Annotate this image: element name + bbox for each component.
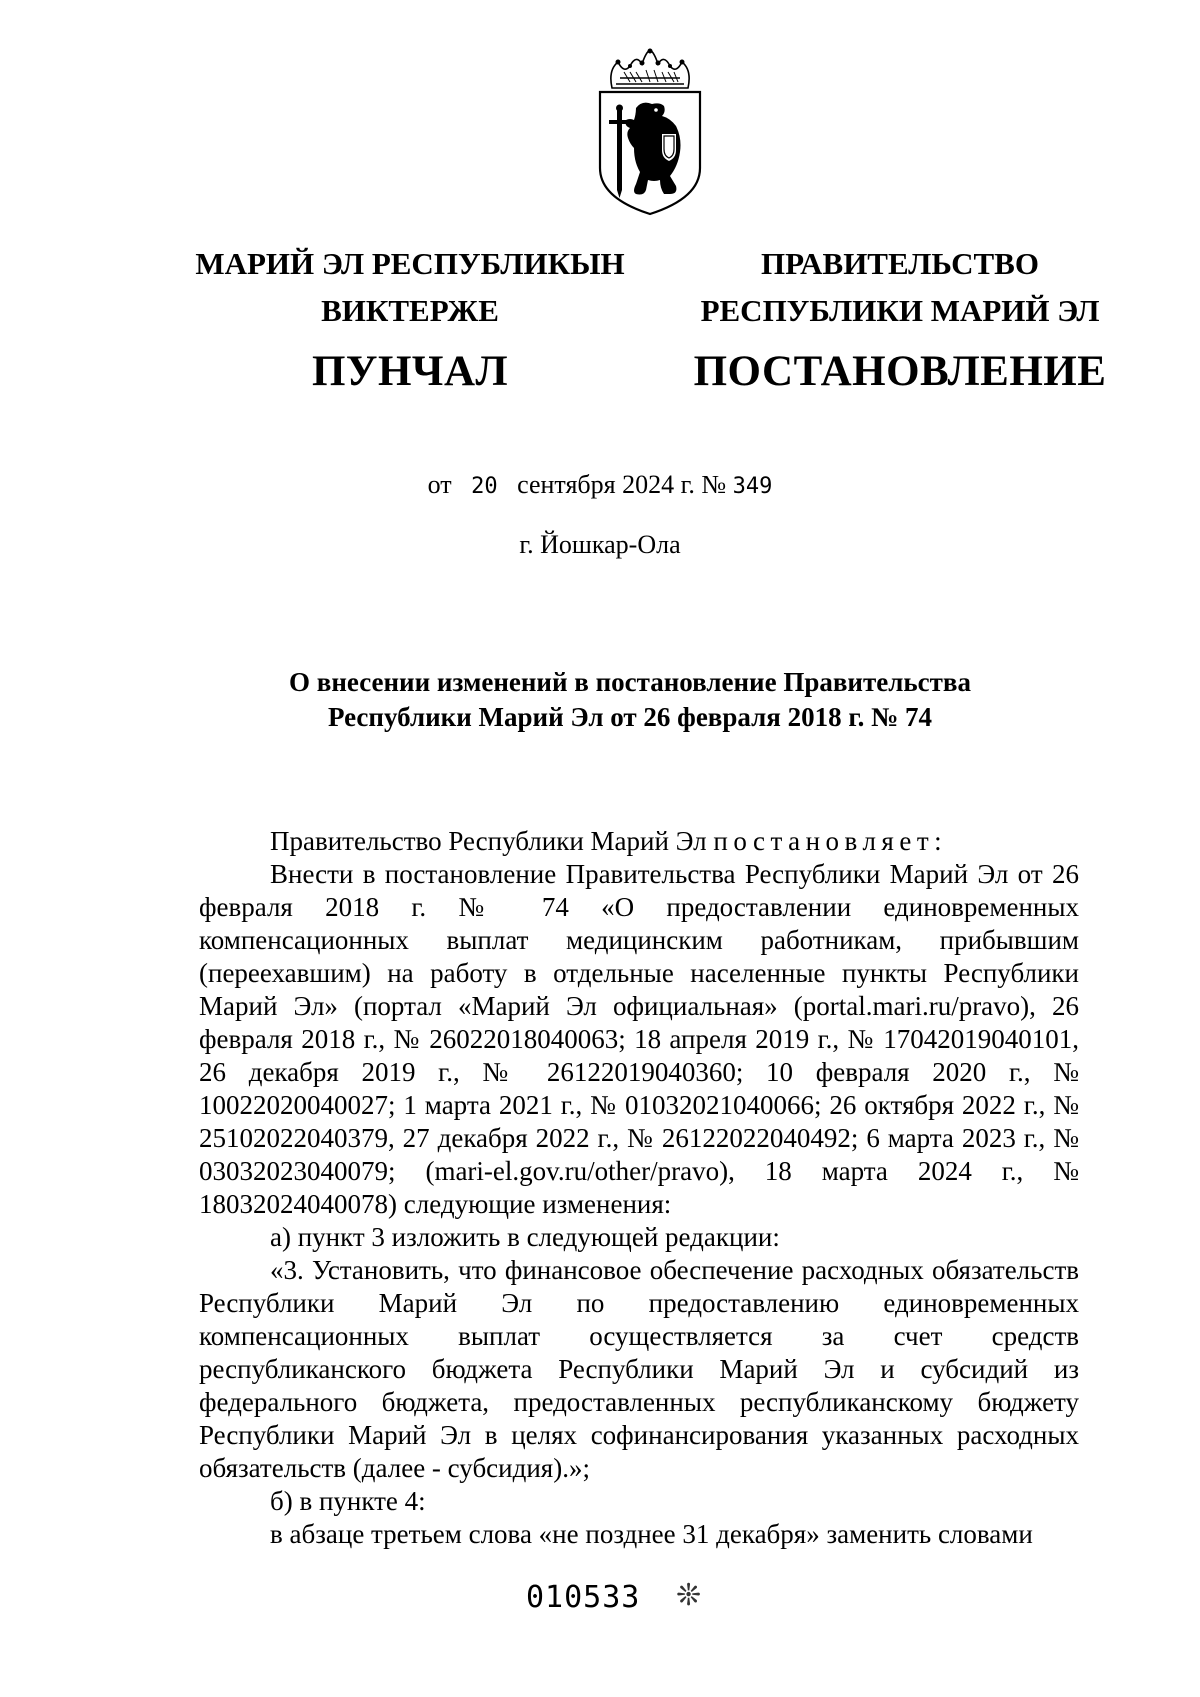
document-dateline bbox=[0, 470, 1200, 500]
body-p1-spaced: постановляет: bbox=[713, 826, 948, 856]
header-left-line2: ВИКТЕРЖЕ bbox=[321, 293, 499, 328]
dateline-month-year: сентября 2024 г. № bbox=[517, 470, 727, 499]
body-paragraph-1 bbox=[199, 825, 1079, 858]
header-left-line1: МАРИЙ ЭЛ РЕСПУБЛИКЫН bbox=[195, 246, 625, 281]
snowflake-mark-icon: ❊ bbox=[676, 1579, 702, 1612]
dateline-prefix: от bbox=[427, 470, 452, 499]
body-paragraph-2: Внести в постановление Правительства Республики Марий Эл от 26 февраля 2018 г. № 74 «О предоставлении единовременных компенсационных выплат медицинским работникам, прибывшим (переехавшим) на работу в отдельные населенные пункты Республики Марий Эл» (портал «Марий Эл официальная» (portal.mari.ru/pravo), 26 февраля 2018 г., № 26022018040063; 18 апреля 2019 г., № 17042019040101, 26 декабря 2019 г., № 26122019040360; 10 февраля 2020 г., № 10022020040027; 1 марта 2021 г., № 01032021040066; 26 октября 2022 г., № 25102022040379, 27 декабря 2022 г., № 26122022040492; 6 марта 2023 г., № 03032023040079; (mari-el.gov.ru/other/pravo), 18 марта 2024 г., № 18032024040078) следующие изменения: bbox=[199, 859, 1079, 1219]
dateline-day: 20 bbox=[471, 474, 498, 499]
document-serial-number: 010533 bbox=[526, 1580, 641, 1615]
header-left bbox=[180, 240, 640, 395]
document-city: г. Йошкар-Ола bbox=[519, 530, 681, 559]
document-body bbox=[199, 825, 1079, 1551]
body-paragraph-3: а) пункт 3 изложить в следующей редакции: bbox=[270, 1222, 780, 1252]
header-right-doc-type: ПОСТАНОВЛЕНИЕ bbox=[693, 348, 1107, 395]
body-paragraph-5: б) в пункте 4: bbox=[270, 1486, 426, 1516]
header-right bbox=[685, 240, 1115, 395]
body-paragraph-4: «3. Установить, что финансовое обеспечение расходных обязательств Республики Марий Эл по предоставлению единовременных компенсационных выплат осуществляется за счет средств республиканского бюджета Республики Марий Эл и субсидий из федерального бюджета, предоставленных республиканскому бюджету Республики Марий Эл в целях софинансирования указанных расходных обязательств (далее - субсидия).»; bbox=[199, 1255, 1079, 1483]
header-right-line2: РЕСПУБЛИКИ МАРИЙ ЭЛ bbox=[700, 293, 1100, 328]
body-paragraph-6: в абзаце третьем слова «не позднее 31 декабря» заменить словами bbox=[270, 1519, 1033, 1549]
coat-of-arms-bear-icon bbox=[590, 48, 710, 216]
document-title bbox=[180, 665, 1080, 735]
body-p1-start: Правительство Республики Марий Эл bbox=[270, 826, 707, 856]
header-left-doc-type: ПУНЧАЛ bbox=[311, 348, 509, 395]
title-line2: Республики Марий Эл от 26 февраля 2018 г. № 74 bbox=[327, 702, 932, 732]
header-right-line1: ПРАВИТЕЛЬСТВО bbox=[761, 246, 1039, 281]
dateline-number: 349 bbox=[732, 474, 773, 499]
title-line1: О внесении изменений в постановление Правительства bbox=[289, 667, 971, 697]
